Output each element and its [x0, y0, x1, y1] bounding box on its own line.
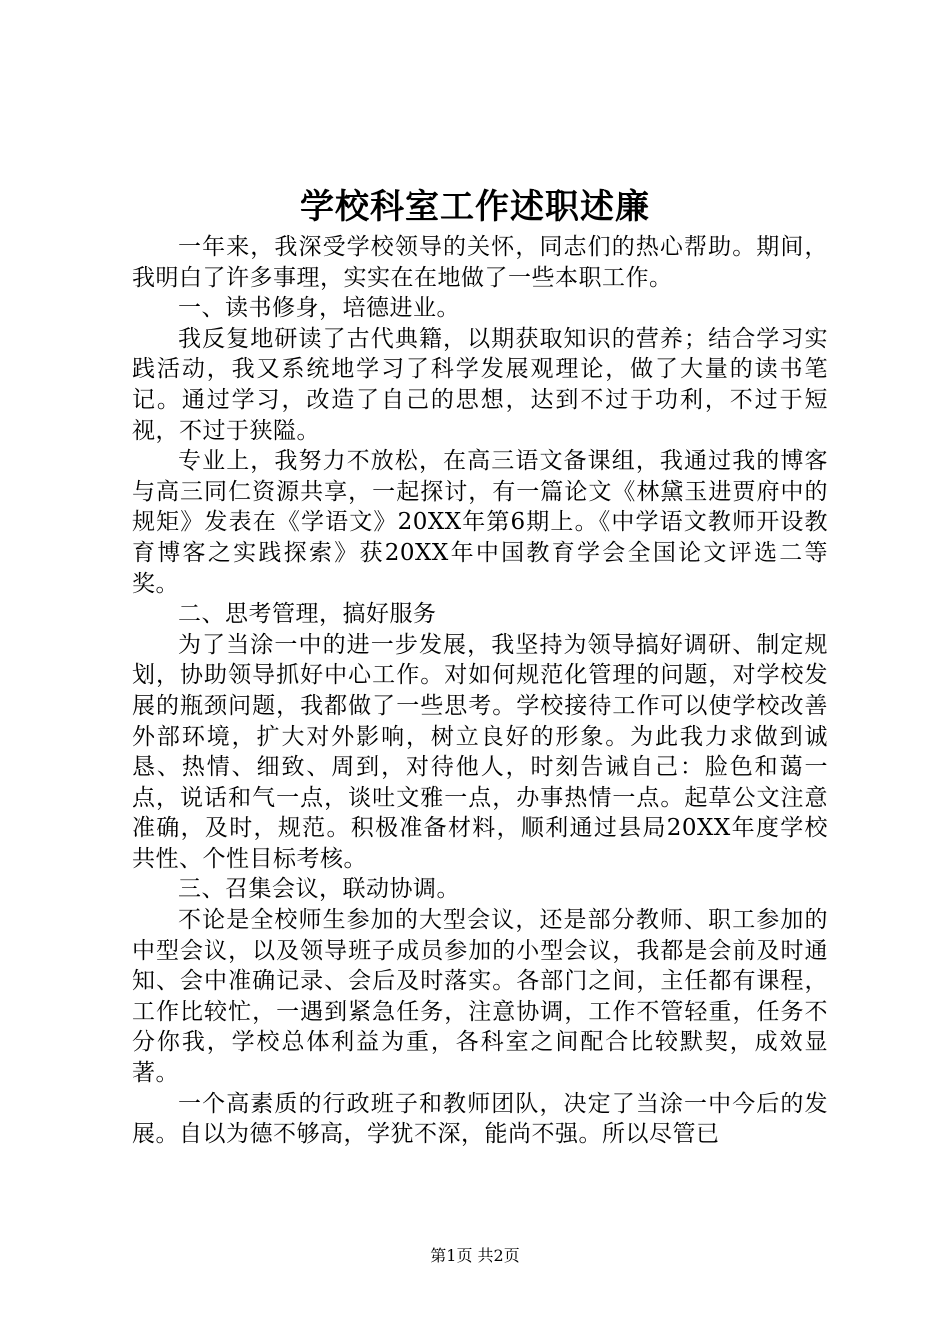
paragraph-professional: 专业上，我努力不放松，在高三语文备课组，我通过我的博客与高三同仁资源共享，一起探讨，有一篇论文《林黛玉进贾府中的规矩》发表在《学语文》20XX年第6期上。《中学语文教师开设教育博客之实践探索》获20XX年中国教育学会全国论文评选二等奖。: [132, 448, 828, 597]
paragraph-management: 为了当涂一中的进一步发展，我坚持为领导搞好调研、制定规划，协助领导抓好中心工作。对如何规范化管理的问题，对学校发展的瓶颈问题，我都做了一些思考。学校接待工作可以使学校改善外部环境，扩大对外影响，树立良好的形象。为此我力求做到诚恳、热情、细致、周到，对待他人，时刻告诫自己：脸色和蔼一点，说话和气一点，谈吐文雅一点，办事热情一点。起草公文注意准确，及时，规范。积极准备材料，顺利通过县局20XX年度学校共性、个性目标考核。: [132, 631, 828, 872]
section-heading-1: 一、读书修身，培德进业。: [178, 295, 460, 322]
document-title: 学校科室工作述职述廉: [300, 187, 650, 227]
paragraph-team: 一个高素质的行政班子和教师团队，决定了当涂一中今后的发展。自以为德不够高，学犹不深，能尚不强。所以尽管已: [132, 1090, 828, 1148]
paragraph-meetings: 不论是全校师生参加的大型会议，还是部分教师、职工参加的中型会议，以及领导班子成员参加的小型会议，我都是会前及时通知、会中准确记录、会后及时落实。各部门之间，主任都有课程，工作比较忙，一遇到紧急任务，注意协调，工作不管轻重，任务不分你我，学校总体利益为重，各科室之间配合比较默契，成效显著。: [132, 907, 828, 1087]
document-body: [132, 232, 828, 1150]
paragraph-intro: 一年来，我深受学校领导的关怀，同志们的热心帮助。期间，我明白了许多事理，实实在在地做了一些本职工作。: [132, 234, 828, 291]
section-heading-3: 三、召集会议，联动协调。: [178, 876, 460, 903]
section-heading-2: 二、思考管理，搞好服务: [178, 601, 437, 628]
page-number: 第1页 共2页: [430, 1246, 520, 1265]
paragraph-study: 我反复地研读了古代典籍，以期获取知识的营养；结合学习实践活动，我又系统地学习了科学发展观理论，做了大量的读书笔记。通过学习，改造了自己的思想，达到不过于功利，不过于短视，不过于狭隘。: [132, 325, 828, 444]
